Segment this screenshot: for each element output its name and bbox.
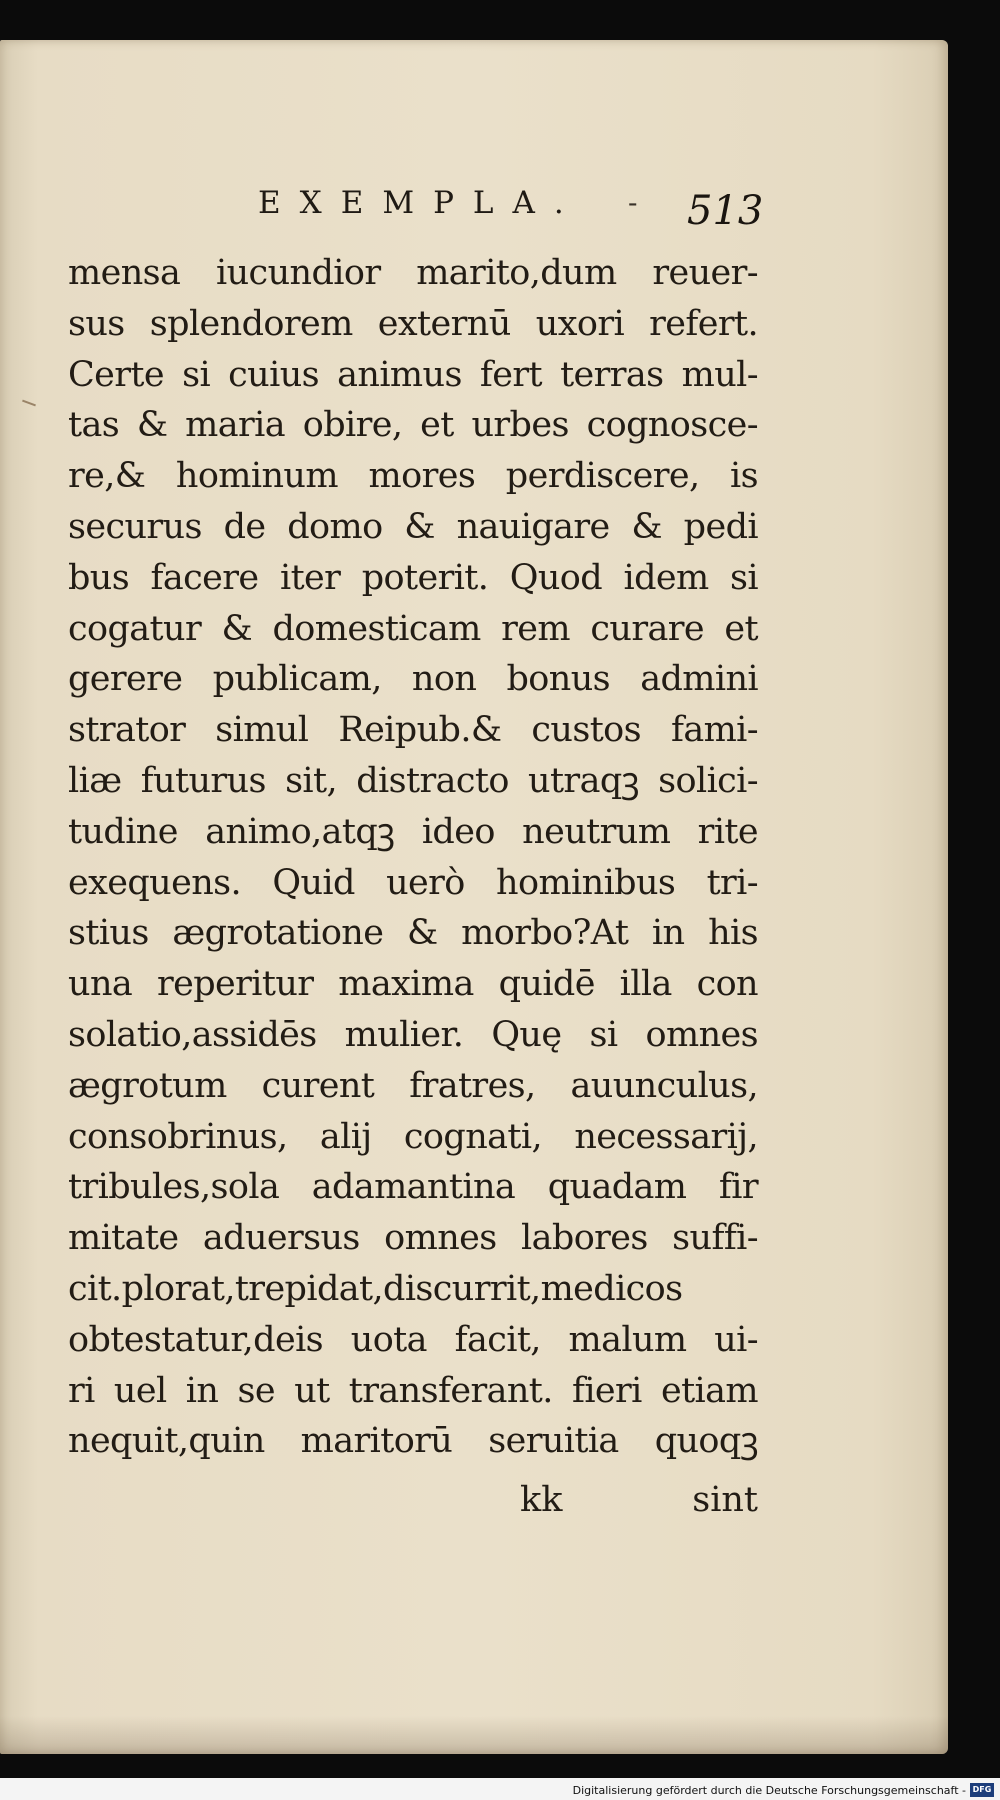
signature-mark: kk	[520, 1480, 563, 1520]
text-line: gerere publicam, non bonus admini	[68, 659, 758, 700]
catchword: sint	[692, 1480, 758, 1520]
text-line: tudine animo,atqꝫ ideo neutrum rite	[68, 811, 758, 852]
text-line: consobrinus, alij cognati, necessarij,	[68, 1116, 758, 1157]
text-line: re,& hominum mores perdiscere, is	[68, 456, 758, 497]
text-line: sus splendorem externū uxori refert.	[68, 303, 758, 344]
text-line: bus facere iter poterit. Quod idem si	[68, 557, 758, 598]
text-line: tas & maria obire, et urbes cognosce-	[68, 405, 758, 446]
text-line: stius ægrotatione & morbo?At in his	[68, 913, 758, 954]
text-line: nequit,quin maritorū seruitia quoqꝫ	[68, 1421, 758, 1462]
text-line: cogatur & domesticam rem curare et	[68, 608, 758, 649]
text-line: Certe si cuius animus fert terras mul-	[68, 354, 758, 395]
running-head: EXEMPLA.	[258, 185, 583, 221]
text-line: ægrotum curent fratres, auunculus,	[68, 1065, 758, 1106]
page-number: 513	[687, 188, 764, 234]
digitization-footer	[0, 1778, 1000, 1800]
text-line: cit.plorat,trepidat,discurrit,medicos	[68, 1268, 683, 1309]
book-page	[0, 40, 948, 1754]
text-line: ri uel in se ut transferant. fieri etiam	[68, 1370, 758, 1411]
footer-credit: Digitalisierung gefördert durch die Deutsche Forschungsgemeinschaft -	[572, 1784, 966, 1797]
text-line: obtestatur,deis uota facit, malum ui-	[68, 1319, 758, 1360]
signature-line	[68, 1480, 758, 1530]
text-line: strator simul Reipub.& custos fami-	[68, 710, 758, 751]
text-line: mensa iucundior marito,dum reuer-	[68, 253, 758, 293]
text-line: solatio,assidēs mulier. Quę si omnes	[68, 1014, 758, 1055]
text-line: exequens. Quid uerò hominibus tri-	[68, 862, 758, 903]
margin-mark	[22, 400, 36, 407]
text-block	[68, 248, 758, 1467]
text-line: tribules,sola adamantina quadam fir	[68, 1167, 758, 1208]
text-line: liæ futurus sit, distracto utraqꝫ solici-	[68, 760, 758, 801]
running-head-dash: -	[628, 186, 638, 219]
text-line: mitate aduersus omnes labores suffi-	[68, 1218, 758, 1259]
text-line: una reperitur maxima quidē illa con	[68, 964, 758, 1005]
dfg-logo: DFG	[970, 1783, 994, 1797]
text-line: securus de domo & nauigare & pedi	[68, 506, 758, 547]
